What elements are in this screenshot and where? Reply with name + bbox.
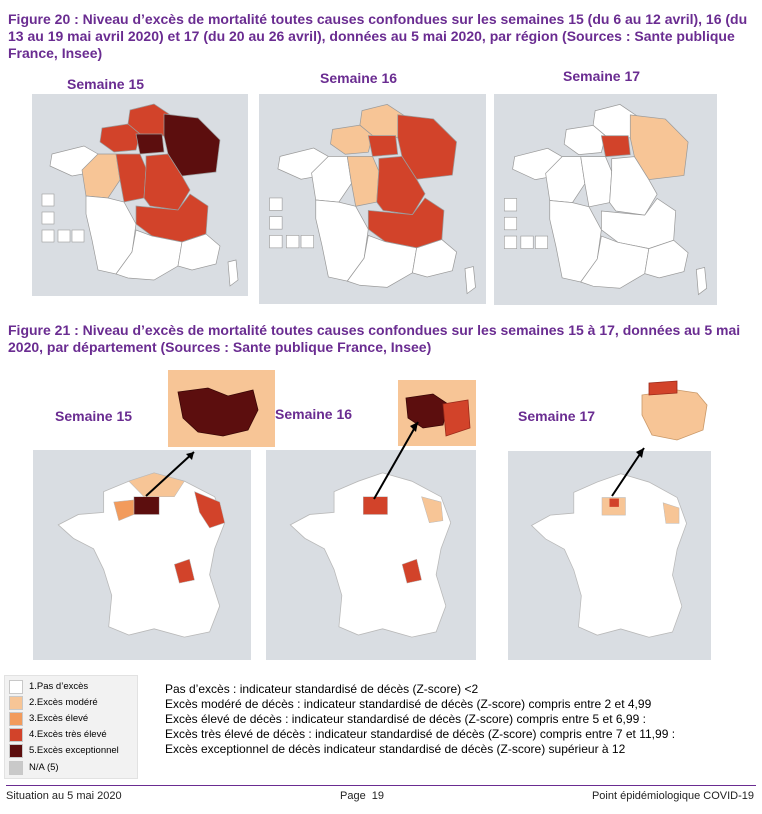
region-cvl	[581, 157, 612, 207]
region-cor	[228, 260, 238, 286]
region-idf	[368, 136, 397, 157]
department-map-week-16	[266, 450, 476, 660]
region-cvl	[116, 154, 146, 202]
description-line: Pas d’excès : indicateur standardisé de décès (Z-score) <2	[165, 682, 479, 696]
region-map-week-17-svg	[494, 94, 717, 305]
department-inset-week-15	[168, 370, 275, 447]
overseas-territory-box	[521, 236, 533, 249]
region-idf	[601, 136, 630, 157]
overseas-territory-box	[270, 198, 283, 210]
footer-right: Point épidémiologique COVID-19	[591, 790, 754, 802]
inset-week-17-svg	[637, 375, 712, 446]
region-map-week-16	[259, 94, 486, 304]
legend-swatch	[9, 680, 23, 694]
fig20-week-15-label: Semaine 15	[67, 76, 145, 92]
overseas-territory-box	[42, 194, 54, 206]
legend-label: 1.Pas d’excès	[29, 681, 89, 692]
region-cor	[696, 267, 706, 294]
fig20-week-16-label: Semaine 16	[320, 70, 398, 86]
region-map-week-15-svg	[32, 94, 248, 296]
region-map-week-15	[32, 94, 248, 296]
legend-label: 5.Excès exceptionnel	[29, 745, 119, 756]
region-cor	[465, 267, 476, 294]
fig20-week-17-label: Semaine 17	[563, 68, 641, 84]
department-map-week-15-svg	[33, 450, 251, 660]
inset-week-15-svg	[168, 370, 275, 447]
description-line: Excès élevé de décès : indicateur standardisé de décès (Z-score) compris entre 5 et 6,99 :	[165, 712, 646, 726]
legend-label: 3.Excès élevé	[29, 713, 89, 724]
figure-21-title: Figure 21 : Niveau d’excès de mortalité toutes causes confondues sur les semaines 15 à 17, données au 5 mai 2020, par département (Sources : Sante publique France, Insee)	[8, 322, 741, 355]
description-line: Excès modéré de décès : indicateur standardisé de décès (Z-score) compris entre 2 et 4,99	[165, 697, 652, 711]
region-map-week-16-svg	[259, 94, 486, 304]
idf-detail	[642, 390, 707, 440]
fig21-week-15-label: Semaine 15	[55, 408, 133, 424]
legend-swatch	[9, 744, 23, 758]
legend-label: 4.Excès très élevé	[29, 729, 107, 740]
overseas-territory-box	[286, 235, 299, 247]
department-inset-week-16	[398, 380, 476, 446]
legend	[4, 675, 138, 779]
footer-page-number: Page 19	[340, 790, 385, 802]
department-map-week-17	[508, 451, 711, 660]
legend-swatch	[9, 761, 23, 775]
footer-left: Situation au 5 mai 2020	[6, 790, 122, 802]
legend-swatch	[9, 728, 23, 742]
footer-divider	[6, 785, 756, 786]
description-line: Excès exceptionnel de décès indicateur standardisé de décès (Z-score) supérieur à 12	[165, 742, 626, 756]
department-map-week-17-svg	[508, 451, 711, 660]
idf-departments	[363, 497, 387, 515]
region-idf	[136, 134, 164, 154]
overseas-territory-box	[72, 230, 84, 242]
overseas-territory-box	[270, 235, 283, 247]
overseas-territory-box	[42, 230, 54, 242]
overseas-territory-box	[504, 236, 516, 249]
inset-week-16-svg	[398, 380, 476, 446]
fig21-week-17-label: Semaine 17	[518, 408, 596, 424]
paris-detail	[649, 381, 677, 395]
fig21-week-16-label: Semaine 16	[275, 406, 353, 422]
overseas-territory-box	[301, 235, 314, 247]
overseas-territory-box	[270, 217, 283, 229]
region-cvl	[347, 156, 379, 206]
region-map-week-17	[494, 94, 717, 305]
idf-departments	[134, 497, 159, 515]
legend-label: N/A (5)	[29, 762, 59, 773]
legend-swatch	[9, 696, 23, 710]
legend-label: 2.Excès modéré	[29, 697, 98, 708]
overseas-territory-box	[504, 198, 516, 211]
overseas-territory-box	[42, 212, 54, 224]
department-map-week-16-svg	[266, 450, 476, 660]
legend-descriptions	[165, 682, 675, 757]
overseas-territory-box	[58, 230, 70, 242]
overseas-territory-box	[535, 236, 547, 249]
figure-20-title: Figure 20 : Niveau d’excès de mortalité toutes causes confondues sur les semaines 15 (du 6 au 12 avril), 16 (du 13 au 19 mai avril 2020) et 17 (du 20 au 26 avril), données au 5 mai 2020, par région (Sources : Sante publique France, Insee)	[8, 11, 748, 61]
department-inset-week-17	[637, 375, 712, 446]
paris-department	[610, 499, 619, 507]
legend-swatch	[9, 712, 23, 726]
overseas-territory-box	[504, 217, 516, 230]
department-map-week-15	[33, 450, 251, 660]
description-line: Excès très élevé de décès : indicateur standardisé de décès (Z-score) compris entre 7 et 11,99 :	[165, 727, 676, 741]
